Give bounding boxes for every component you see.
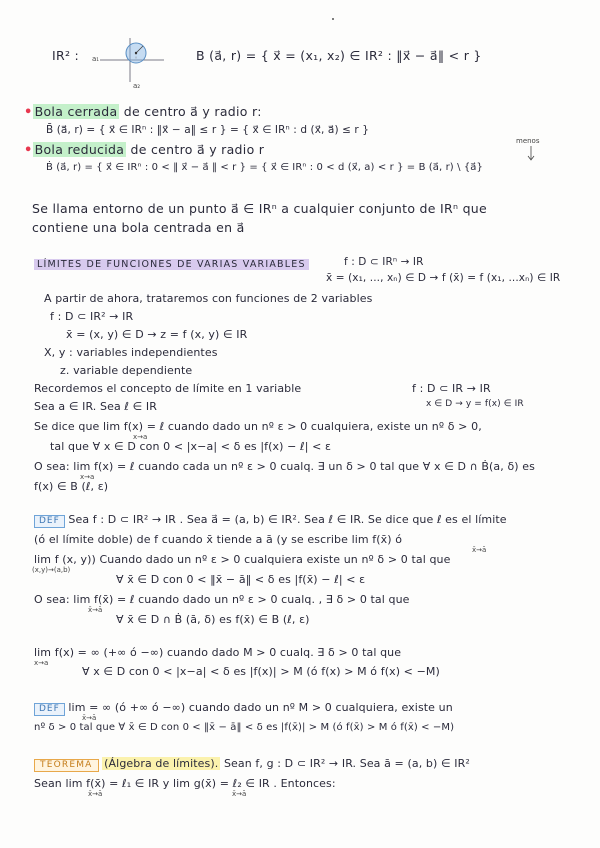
closed-ball-rest: de centro a⃗ y radio r:	[123, 104, 262, 119]
def-badge-2: DEF	[34, 703, 65, 716]
r2-label: IR² :	[52, 48, 80, 63]
entorno-line-1: Se llama entorno de un punto a⃗ ∈ IRⁿ a cualquier conjunto de IRⁿ que	[32, 201, 488, 216]
def-double-limit-line-6: ∀ x̄ ∈ D ∩ Ḃ (ā, δ) es f(x̄) ∈ B (ℓ, ε)	[116, 613, 310, 626]
two-variables-line: A partir de ahora, trataremos con funciones de 2 variables	[44, 292, 373, 305]
closed-ball-heading	[24, 104, 262, 120]
teorema-line-2: Sean lim f(x̄) = ℓ₁ ∈ IR y lim g(x̄) = ℓ₂ ∈ IR . Entonces:	[34, 777, 336, 790]
limits-section-heading	[34, 258, 309, 271]
def-sub-2: (x,y)→(a,b)	[32, 566, 71, 574]
reduced-ball-heading	[24, 142, 264, 158]
def-infinite-line-1	[34, 701, 453, 716]
infinite-limit-line-2: ∀ x ∈ D con 0 < |x−a| < δ es |f(x)| > M (ó f(x) > M ó f(x) < −M)	[82, 665, 440, 678]
teorema-line-1	[34, 757, 470, 772]
limit-def-line-4: f(x) ∈ B (ℓ, ε)	[34, 480, 109, 493]
teorema-text: Sean f, g : D ⊂ IR² → IR. Sea ā = (a, b) ∈ IR²	[223, 757, 470, 770]
reduced-ball-rest: de centro a⃗ y radio r	[130, 142, 265, 157]
closed-ball-title: Bola cerrada	[34, 104, 118, 119]
infinite-sub-1: x→a	[34, 659, 49, 667]
one-var-signature: f : D ⊂ IR → IR	[412, 382, 491, 395]
teorema-sub-1: x̄→ā	[88, 790, 103, 798]
ink-dot	[332, 18, 334, 20]
reduced-ball-title: Bola reducida	[34, 142, 125, 157]
bullet-icon: •	[24, 143, 33, 158]
teorema-title: (Álgebra de límites).	[104, 757, 219, 770]
independent-vars: X, y : variables independientes	[44, 346, 218, 359]
function-r2: f : D ⊂ IR² → IR	[50, 310, 134, 323]
def-double-limit-line-4: ∀ x̄ ∈ D con 0 < ‖x̄ − ā‖ < δ es |f(x̄) − ℓ| < ε	[116, 573, 366, 586]
limit-sub-1: x→a	[133, 433, 148, 441]
function-signature: f : D ⊂ IRⁿ → IR	[344, 256, 424, 268]
dependent-var: z. variable dependiente	[60, 364, 193, 377]
entorno-line-2: contiene una bola centrada en a⃗	[32, 220, 245, 235]
def-double-limit-line-2: (ó el límite doble) de f cuando x̄ tiende a ā (y se escribe lim f(x̄) ó	[34, 533, 403, 546]
def-infinite-sub: x̄→ā	[82, 714, 97, 722]
def-double-limit-line-5: O sea: lim f(x̄) = ℓ cuando dado un nº ε > 0 cualq. , ∃ δ > 0 tal que	[34, 593, 410, 606]
teorema-sub-2: x̄→ā	[232, 790, 247, 798]
closed-ball-formula: B̄ (a⃗, r) = { x⃗ ∈ IRⁿ : ‖x⃗ − a‖ ≤ r } = { x⃗ ∈ IRⁿ : d (x⃗, a⃗) ≤ r }	[46, 124, 370, 136]
infinite-limit-line-1: lim f(x) = ∞ (+∞ ó −∞) cuando dado M > 0 cualq. ∃ δ > 0 tal que	[34, 646, 402, 659]
def-sub-3: x̄→ā	[88, 606, 103, 614]
fig-label-a1: a₁	[92, 55, 100, 63]
reduced-ball-formula: Ḃ (a⃗, r) = { x⃗ ∈ IRⁿ : 0 < ‖ x⃗ − a⃗ ‖ < r } = { x⃗ ∈ IRⁿ : 0 < d (x⃗, a) < r } = B (a⃗, r) \ {a⃗}	[46, 162, 483, 173]
def-badge: DEF	[34, 515, 65, 528]
function-r2-mapping: x̄ = (x, y) ∈ D → z = f (x, y) ∈ IR	[66, 328, 248, 341]
open-ball-definition: B (a⃗, r) = { x⃗ = (x₁, x₂) ∈ IR² : ‖x⃗ − a⃗‖ < r }	[196, 48, 482, 63]
sea-a-line: Sea a ∈ IR. Sea ℓ ∈ IR	[34, 400, 157, 413]
ball-figure	[92, 36, 172, 92]
function-mapping: x̄ = (x₁, ..., xₙ) ∈ D → f (x̄) = f (x₁, ...xₙ) ∈ IR	[326, 272, 561, 284]
def-double-limit-line-3: lim f (x, y)) Cuando dado un nº ε > 0 cualquiera existe un nº δ > 0 tal que	[34, 553, 451, 566]
down-arrow-icon	[526, 146, 536, 162]
limit-def-line-1: Se dice que lim f(x) = ℓ cuando dado un nº ε > 0 cualquiera, existe un nº δ > 0,	[34, 420, 482, 433]
menos-note: menos	[516, 137, 540, 145]
limits-section-title: LÍMITES DE FUNCIONES DE VARIAS VARIABLES	[34, 259, 309, 270]
fig-label-a2: a₂	[133, 82, 141, 90]
def-infinite-text: lim = ∞ (ó +∞ ó −∞) cuando dado un nº M > 0 cualquiera, existe un	[68, 701, 453, 714]
def-double-limit-text: Sea f : D ⊂ IR² → IR . Sea a⃗ = (a, b) ∈ IR². Sea ℓ ∈ IR. Se dice que ℓ es el límite	[68, 513, 507, 526]
teorema-badge: TEOREMA	[34, 759, 99, 772]
limit-def-line-2: tal que ∀ x ∈ D con 0 < |x−a| < δ es |f(x) − ℓ| < ε	[50, 440, 332, 453]
def-sub-1: x̄→ā	[472, 546, 487, 554]
limit-def-line-3: O sea: lim f(x) = ℓ cuando cada un nº ε > 0 cualq. ∃ un δ > 0 tal que ∀ x ∈ D ∩ Ḃ(a, δ) es	[34, 460, 535, 473]
limit-sub-2: x→a	[80, 473, 95, 481]
recall-limit-line: Recordemos el concepto de límite en 1 variable	[34, 382, 302, 395]
one-var-mapping: x ∈ D → y = f(x) ∈ IR	[426, 399, 524, 409]
bullet-icon: •	[24, 105, 33, 120]
def-double-limit-line-1	[34, 513, 507, 528]
def-infinite-line-2: nº δ > 0 tal que ∀ x̄ ∈ D con 0 < ‖x̄ − ā‖ < δ es |f(x̄)| > M (ó f(x̄) > M ó f(x̄) < −M)	[34, 722, 455, 733]
